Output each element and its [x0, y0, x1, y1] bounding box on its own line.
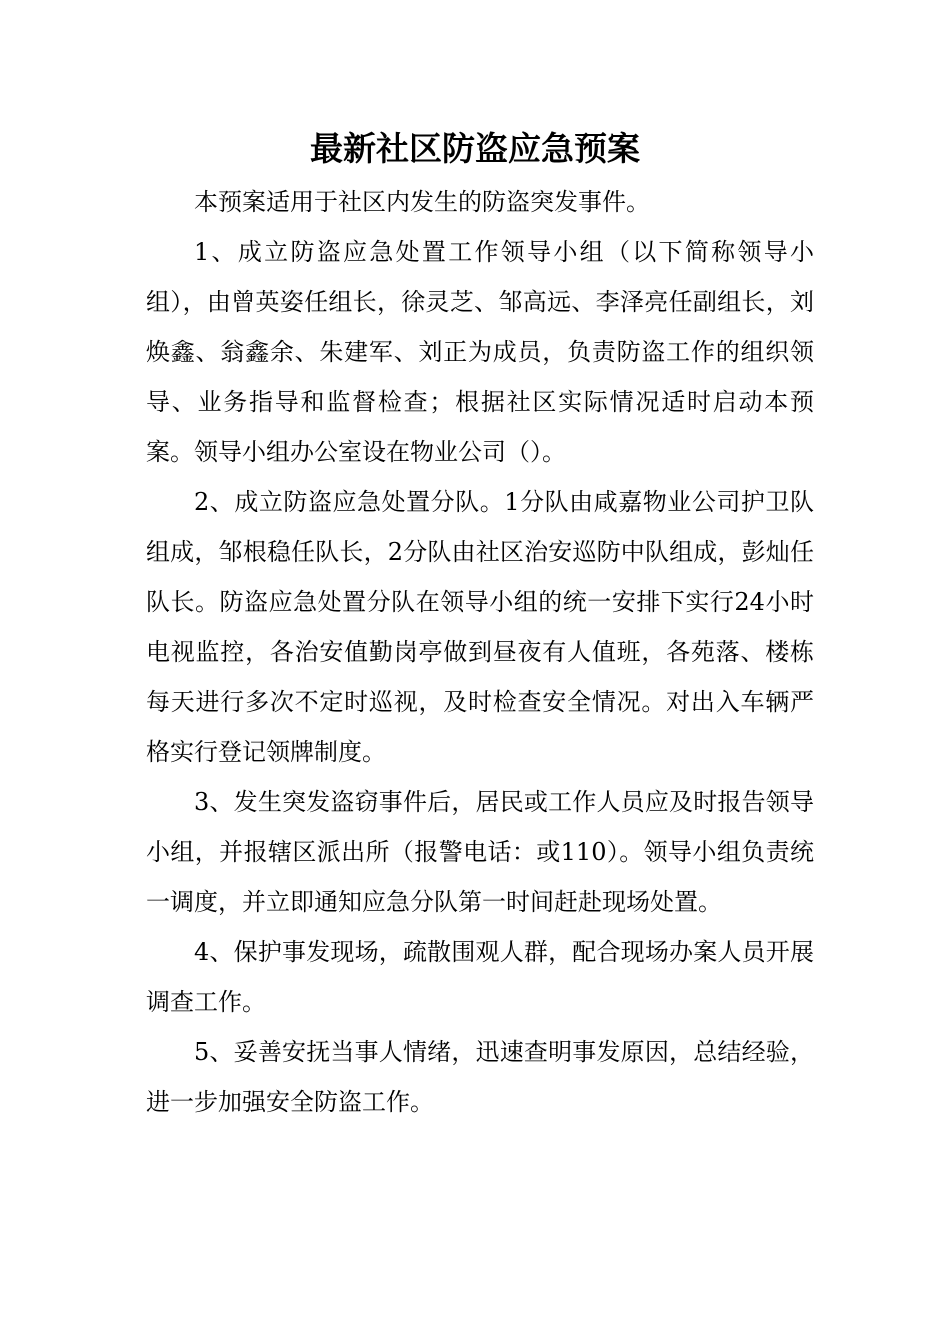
paragraph-scene-protection: 4、保护事发现场，疏散围观人群，配合现场办案人员开展调查工作。	[146, 938, 814, 1016]
paragraph-aftercare: 5、妥善安抚当事人情绪，迅速查明事发原因，总结经验，进一步加强安全防盗工作。	[146, 1038, 814, 1116]
paragraph-scope: 本预案适用于社区内发生的防盗突发事件。	[194, 188, 650, 216]
paragraph-incident-reporting: 3、发生突发盗窃事件后，居民或工作人员应及时报告领导小组，并报辖区派出所（报警电话：或110）。领导小组负责统一调度，并立即通知应急分队第一时间赶赴现场处置。	[146, 788, 814, 916]
paragraph-response-squads: 2、成立防盗应急处置分队。1分队由咸嘉物业公司护卫队组成，邹根稳任队长，2分队由社区治安巡防中队组成，彭灿任队长。防盗应急处置分队在领导小组的统一安排下实行24小时电视监控，各治安值勤岗亭做到昼夜有人值班，各苑落、楼栋每天进行多次不定时巡视，及时检查安全情况。对出入车辆严格实行登记领牌制度。	[146, 488, 814, 766]
paragraph-leadership-group: 1、成立防盗应急处置工作领导小组（以下简称领导小组），由曾英姿任组长，徐灵芝、邹高远、李泽亮任副组长，刘焕鑫、翁鑫余、朱建军、刘正为成员，负责防盗工作的组织领导、业务指导和监督检查；根据社区实际情况适时启动本预案。领导小组办公室设在物业公司（）。	[146, 238, 814, 466]
document-title: 最新社区防盗应急预案	[310, 129, 640, 168]
document-body	[146, 177, 814, 1127]
